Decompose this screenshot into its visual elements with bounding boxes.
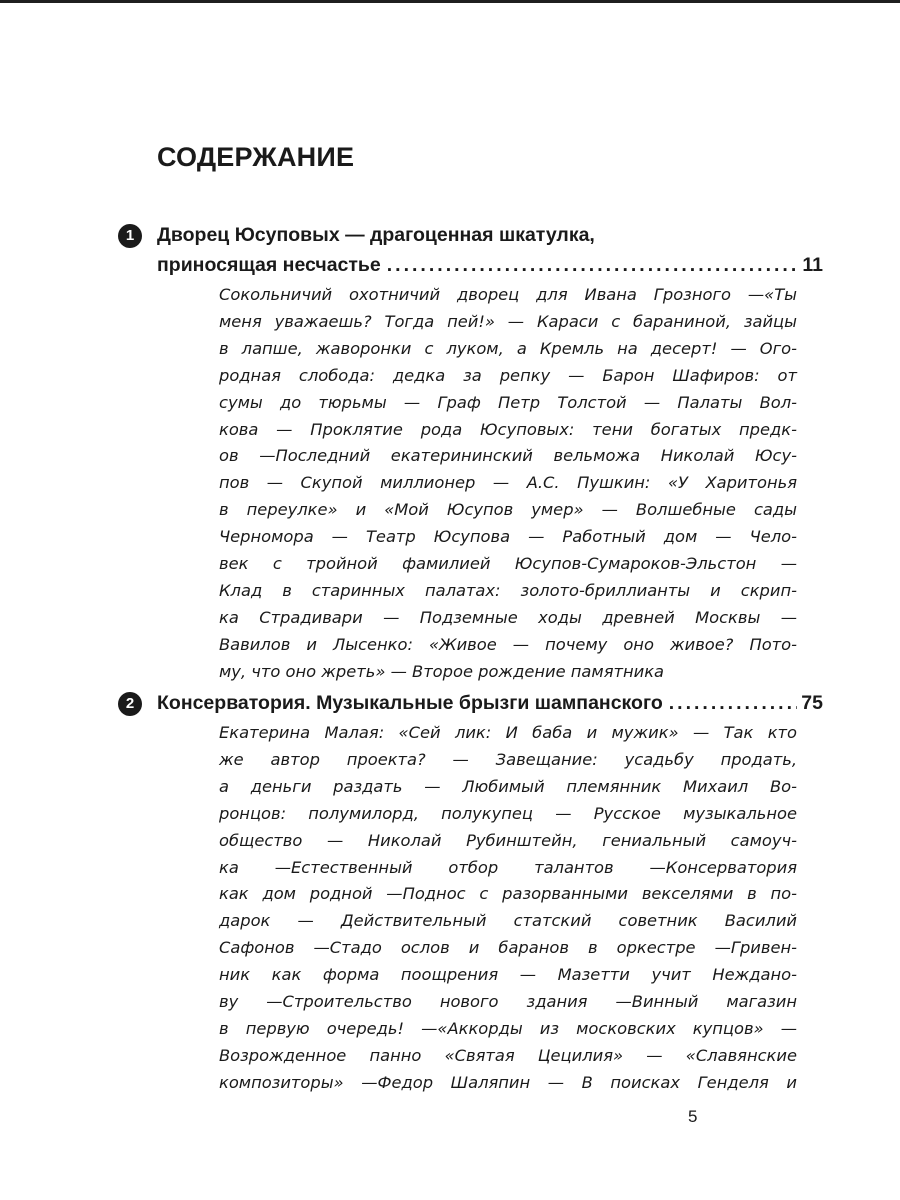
page-number: 5 — [688, 1107, 698, 1126]
summary-line: Сафонов —Стадо ослов и баранов в оркестре —Гривен- — [219, 938, 797, 958]
summary-line: век с тройной фамилией Юсупов-Сумароков-Эльстон — — [219, 554, 797, 574]
summary-line: Возрожденное панно «Святая Цецилия» — «Славянские — [219, 1045, 797, 1065]
chapter-number-badge: 2 — [118, 692, 142, 716]
summary-line: ник как форма поощрения — Мазетти учит Нежданo- — [219, 965, 797, 985]
summary-line: ронцов: полумилорд, полукупец — Русское музыкальное — [219, 803, 797, 823]
chapter-title-line — [157, 250, 823, 280]
summary-line: ка —Естественный отбор талантов —Консерватория — [219, 857, 797, 877]
top-border-rule — [0, 0, 900, 3]
chapter-number-badge: 1 — [118, 224, 142, 248]
summary-line: в первую очередь! —«Аккорды из московских купцов» — — [219, 1018, 797, 1038]
summary-line: ка Страдивари — Подземные ходы древней Москвы — — [219, 607, 797, 627]
chapter-summary — [219, 282, 797, 686]
summary-line: а деньги раздать — Любимый племянник Михаил Во- — [219, 776, 797, 796]
summary-line: дарок — Действительный статский советник Василий — [219, 911, 797, 931]
chapter-title: Консерватория. Музыкальные брызги шампанского — [157, 692, 663, 714]
chapter-title: Дворец Юсуповых — драгоценная шкатулка, — [157, 224, 595, 246]
summary-line: меня уважаешь? Тогда пей!» — Караси с бараниной, зайцы — [219, 311, 797, 331]
summary-line: общество — Николай Рубинштейн, гениальный самоуч- — [219, 830, 797, 850]
chapter-heading — [157, 688, 823, 718]
chapter-title-line — [157, 220, 823, 250]
dot-leader — [669, 688, 798, 718]
summary-line: Клад в старинных палатах: золото-бриллианты и скрип- — [219, 580, 797, 600]
toc-entry — [118, 220, 823, 686]
summary-line: кова — Проклятие рода Юсуповых: тени богатых предк- — [219, 419, 797, 439]
dot-leader — [387, 250, 799, 280]
summary-line: родная слобода: дедка за репку — Барон Шафиров: от — [219, 365, 797, 385]
summary-line: сумы до тюрьмы — Граф Петр Толстой — Палаты Вол- — [219, 392, 797, 412]
chapter-page-number: 75 — [801, 692, 823, 714]
chapter-summary — [219, 720, 797, 1097]
summary-line: Екатерина Малая: «Сей лик: И баба и мужик» — Так кто — [219, 723, 797, 742]
summary-line: в переулке» и «Мой Юсупов умер» — Волшебные сады — [219, 500, 797, 520]
toc-entry — [118, 688, 823, 1097]
summary-line: композиторы» —Федор Шаляпин — В поисках Генделя и — [219, 1072, 797, 1092]
summary-line: как дом родной —Поднос с разорванными векселями в по- — [219, 884, 797, 904]
chapter-title-line — [157, 688, 823, 718]
summary-line: му, что оно жреть» — Второе рождение памятника — [219, 661, 665, 681]
summary-line: же автор проекта? — Завещание: усадьбу продать, — [219, 749, 797, 769]
summary-line: в лапше, жаворонки с луком, а Кремль на десерт! — Ого- — [219, 338, 797, 358]
summary-line: пов — Скупой миллионер — А.С. Пушкин: «У Харитонья — [219, 473, 797, 493]
summary-line: Вавилов и Лысенко: «Живое — почему оно живое? Пото- — [219, 634, 797, 654]
summary-line: Черномора — Театр Юсупова — Работный дом — Чело- — [219, 527, 797, 547]
summary-line: ов —Последний екатерининский вельможа Николай Юсу- — [219, 446, 797, 466]
summary-line: ву —Строительство нового здания —Винный магазин — [219, 992, 797, 1012]
chapter-heading — [157, 220, 823, 280]
chapter-page-number: 11 — [802, 254, 823, 276]
summary-line: Сокольничий охотничий дворец для Ивана Грозного —«Ты — [219, 285, 797, 304]
page-title: СОДЕРЖАНИЕ — [157, 142, 355, 172]
chapter-title: приносящая несчастье — [157, 254, 381, 276]
